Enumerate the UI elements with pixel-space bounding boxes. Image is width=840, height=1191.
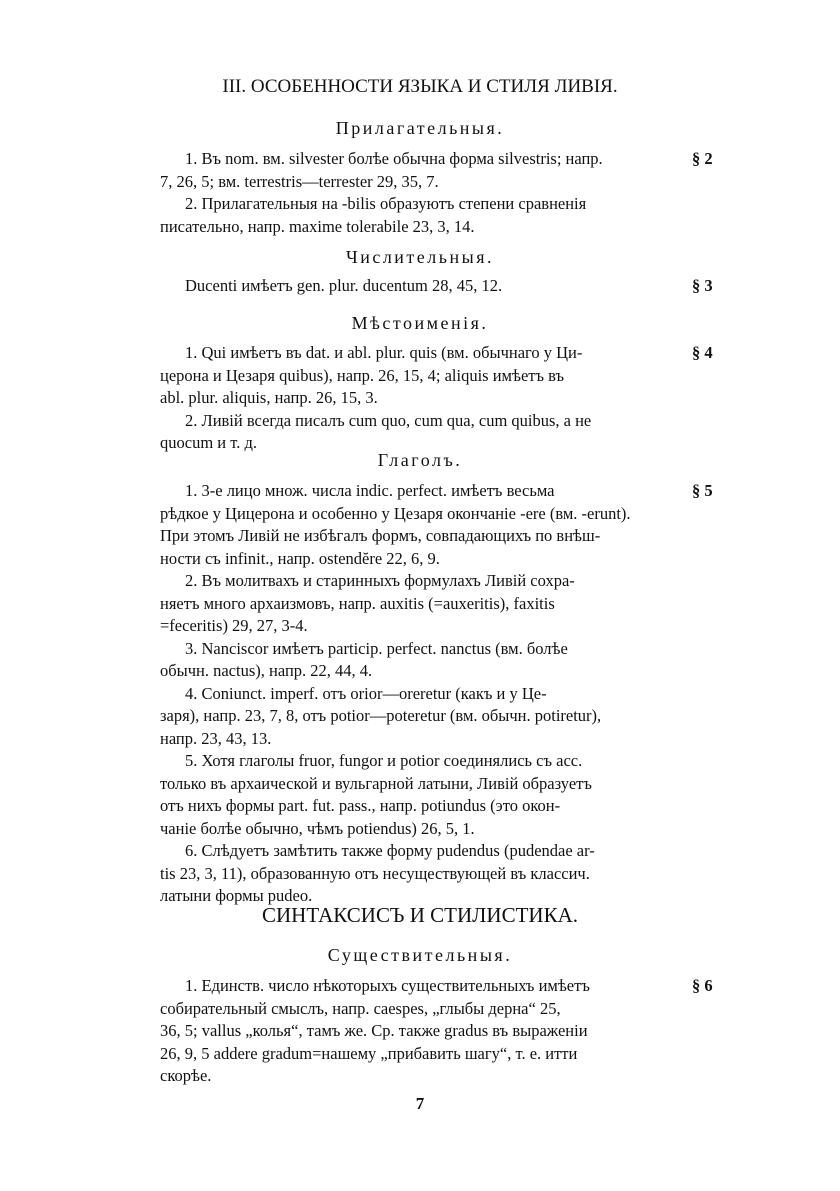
text-line: напр. 23, 43, 13.	[160, 728, 272, 748]
numerals-text	[160, 275, 680, 298]
text-line: писательно, напр. maxime tolerabile 23, 3, 14.	[160, 216, 475, 236]
text-line: 2. Въ молитвахъ и старинныхъ формулахъ Ливій сохра-	[185, 571, 575, 590]
text-line: только въ архаической и вульгарной латыни, Ливій образуетъ	[160, 773, 592, 793]
text-line: При этомъ Ливій не избѣгалъ формъ, совпадающихъ по внѣш-	[160, 526, 601, 545]
text-line: 2. Прилагательныя на -bilis образуютъ степени сравненія	[185, 194, 587, 213]
text-line: 1. 3-е лицо множ. числа indic. perfect. имѣетъ весьма	[185, 481, 555, 500]
text-line: =feceritis) 29, 27, 3-4.	[160, 616, 308, 635]
text-line: 1. Въ nom. вм. silvester болѣе обычна форма silvestris; напр.	[185, 149, 603, 168]
text-line: quocum и т. д.	[160, 433, 257, 452]
text-line: заря), напр. 23, 7, 8, отъ potior—poteretur (вм. обычн. potiretur),	[160, 706, 602, 725]
section-heading-numerals: Числительныя.	[346, 247, 494, 267]
section-heading-pronouns: Мѣстоименія.	[351, 313, 489, 333]
adjectives-text	[160, 148, 680, 238]
text-line: 26, 9, 5 addere gradum=нашему „прибавить шагу“, т. е. итти	[160, 1043, 578, 1063]
text-line: 7, 26, 5; вм. terrestris—terrester 29, 35, 7.	[160, 171, 439, 191]
text-line: 6. Слѣдуетъ замѣтить также форму pudendus (pudendae ar-	[185, 841, 595, 860]
paragraph-mark-5: § 5	[692, 481, 713, 500]
pronouns-text	[160, 342, 680, 455]
paragraph-mark-6: § 6	[692, 976, 713, 995]
text-line: скорѣе.	[160, 1066, 212, 1085]
page-number: 7	[415, 1094, 425, 1113]
text-line: обычн. nactus), напр. 22, 44, 4.	[160, 661, 373, 680]
text-line: няетъ много архаизмовъ, напр. auxitis (=auxeritis), faxitis	[160, 593, 555, 613]
text-line: 1. Qui имѣетъ въ dat. и abl. plur. quis (вм. обычнаго у Ци-	[185, 343, 583, 362]
text-line: 4. Coniunct. imperf. отъ orior—oreretur (какъ и у Це-	[185, 683, 547, 703]
text-line: tis 23, 3, 11), образованную отъ несуществующей въ классич.	[160, 863, 590, 883]
text-line: 3. Nanciscor имѣетъ particip. perfect. nanctus (вм. болѣе	[185, 638, 568, 658]
text-line: рѣдкое у Цицерона и особенно у Цезаря окончаніе -ere (вм. -erunt).	[160, 503, 631, 523]
text-line: церона и Цезаря quibus), напр. 26, 15, 4; aliquis имѣетъ въ	[160, 365, 565, 385]
nouns-text	[160, 975, 680, 1088]
text-line: собирательный смыслъ, напр. caespes, „глыбы дерна“ 25,	[160, 998, 561, 1018]
section-heading-nouns: Существительныя.	[327, 945, 513, 965]
paragraph-mark-2: § 2	[692, 149, 713, 168]
text-line: отъ нихъ формы part. fut. pass., напр. potiundus (это окон-	[160, 796, 561, 815]
section-title-syntax: СИНТАКСИСЪ И СТИЛИСТИКА.	[262, 903, 578, 927]
text-line: 36, 5; vallus „колья“, тамъ же. Ср. также gradus въ выраженіи	[160, 1021, 588, 1040]
verb-text	[160, 480, 680, 908]
text-line: 1. Единств. число нѣкоторыхъ существительныхъ имѣетъ	[185, 976, 590, 995]
text-line: Ducenti имѣетъ gen. plur. ducentum 28, 45, 12.	[185, 276, 503, 295]
text-line: ности съ infinit., напр. ostendĕre 22, 6, 9.	[160, 548, 440, 568]
paragraph-mark-4: § 4	[692, 343, 713, 362]
text-line: 5. Хотя глаголы fruor, fungor и potior соединялись съ acc.	[185, 751, 583, 770]
text-line: чаніе болѣе обычно, чѣмъ potiendus) 26, 5, 1.	[160, 818, 475, 838]
text-line: латыни формы pudeo.	[160, 886, 313, 905]
text-line: 2. Ливій всегда писалъ cum quo, cum qua, cum quibus, а не	[185, 410, 592, 430]
section-heading-adjectives: Прилагательныя.	[335, 118, 505, 138]
paragraph-mark-3: § 3	[692, 276, 713, 295]
chapter-title: III. ОСОБЕННОСТИ ЯЗЫКА И СТИЛЯ ЛИВІЯ.	[222, 76, 618, 97]
section-heading-verb: Глаголъ.	[377, 450, 463, 470]
text-line: abl. plur. aliquis, напр. 26, 15, 3.	[160, 388, 378, 407]
